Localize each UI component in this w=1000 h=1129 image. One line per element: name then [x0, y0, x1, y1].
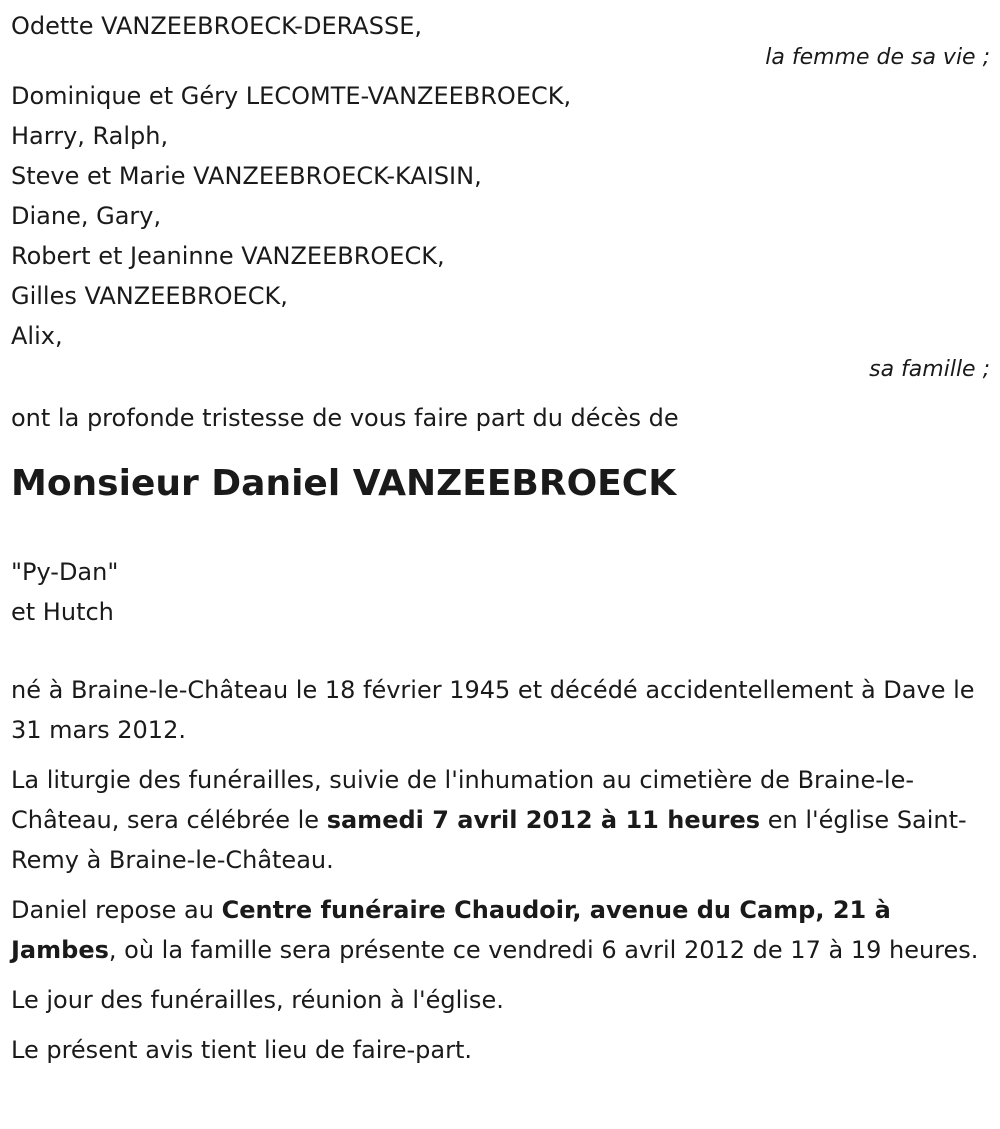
closing-note: Le présent avis tient lieu de faire-part. — [11, 1036, 473, 1064]
family-line: Dominique et Géry LECOMTE-VANZEEBROECK, — [11, 82, 572, 110]
funeral-center-address: Centre funéraire Chaudoir, avenue du Camp, 21 à Jambes — [11, 896, 891, 964]
liturgy-datetime: samedi 7 avril 2012 à 11 heures — [326, 806, 761, 834]
visiting-hours: , où la famille sera présente ce vendredi 6 avril 2012 de 17 à 19 heures. — [108, 936, 979, 964]
nickname-secondary: et Hutch — [11, 598, 114, 626]
family-line: Robert et Jeaninne VANZEEBROECK, — [11, 242, 445, 270]
family-line: Alix, — [11, 322, 63, 350]
repose-paragraph — [11, 890, 990, 970]
family-line: Gilles VANZEEBROECK, — [11, 282, 288, 310]
nickname-primary: "Py-Dan" — [11, 558, 119, 586]
family-list — [11, 76, 990, 356]
liturgy-location: en l'église Saint-Remy à Braine-le-Château. — [11, 806, 967, 874]
family-line: Steve et Marie VANZEEBROECK-KAISIN, — [11, 162, 482, 190]
meeting-note: Le jour des funérailles, réunion à l'église. — [11, 986, 504, 1014]
repose-text: Daniel repose au — [11, 896, 222, 924]
liturgy-paragraph — [11, 760, 990, 880]
family-line: Harry, Ralph, — [11, 122, 169, 150]
family-line: Diane, Gary, — [11, 202, 162, 230]
birth-death-paragraph: né à Braine-le-Château le 18 février 1945 et décédé accidentellement à Dave le 31 mars 2012. — [11, 676, 975, 744]
spouse-name: Odette VANZEEBROECK-DERASSE, — [11, 12, 422, 40]
deceased-name: Monsieur Daniel VANZEEBROECK — [11, 463, 677, 504]
spouse-role: la femme de sa vie ; — [765, 45, 990, 70]
family-role: sa famille ; — [869, 357, 990, 382]
liturgy-text: La liturgie des funérailles, suivie de l'inhumation au cimetière de Braine-le-Château, sera célébrée le — [11, 766, 915, 834]
intro-text: ont la profonde tristesse de vous faire part du décès de — [11, 404, 679, 432]
